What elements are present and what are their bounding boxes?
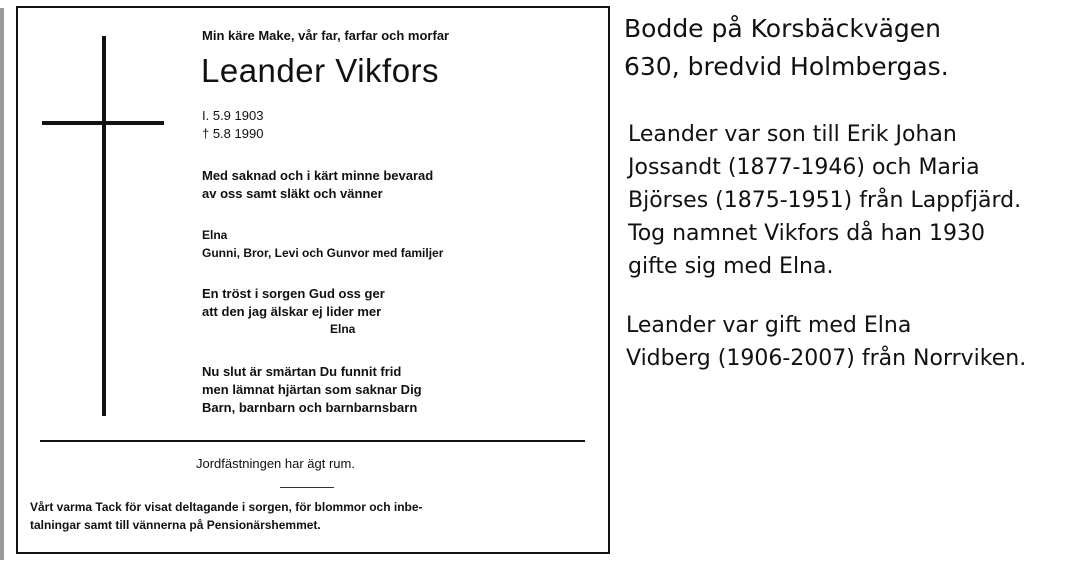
verse1-signature: Elna <box>330 322 356 336</box>
cross-icon-bar <box>42 121 164 125</box>
obituary-notice <box>16 6 610 554</box>
verse1-line-1: En tröst i sorgen Gud oss ger <box>202 286 385 301</box>
verse2-line-1: Nu slut är smärtan Du funnit frid <box>202 364 402 379</box>
short-divider <box>280 487 334 488</box>
family-line-1: Elna <box>202 228 228 242</box>
verse1-line-2: att den jag älskar ej lider mer <box>202 304 382 319</box>
spouse-line-2: Vidberg (1906-2007) från Norrviken. <box>626 346 1027 371</box>
birth-date: I. 5.9 1903 <box>202 108 264 123</box>
parents-line-1: Leander var son till Erik Johan <box>628 122 957 147</box>
notice-intro: Min käre Make, vår far, farfar och morfar <box>202 28 450 43</box>
verse2-line-3: Barn, barnbarn och barnbarnsbarn <box>202 400 418 415</box>
cross-icon <box>102 36 106 416</box>
parents-line-4: Tog namnet Vikfors då han 1930 <box>628 221 985 246</box>
parents-line-2: Jossandt (1877-1946) och Maria <box>628 155 980 180</box>
thanks-line-1: Vårt varma Tack för visat deltagande i sorgen, för blommor och inbe- <box>30 500 423 514</box>
mourning-line-2: av oss samt släkt och vänner <box>202 186 383 201</box>
scan-edge <box>0 8 4 560</box>
divider-line <box>40 440 585 442</box>
death-date: † 5.8 1990 <box>202 126 264 141</box>
parents-line-5: gifte sig med Elna. <box>628 254 834 279</box>
parents-line-3: Björses (1875-1951) från Lappfjärd. <box>628 188 1022 213</box>
deceased-name: Leander Vikfors <box>201 52 440 89</box>
mourning-line-1: Med saknad och i kärt minne bevarad <box>202 168 434 183</box>
thanks-line-2: talningar samt till vännerna på Pensionärshemmet. <box>30 518 321 532</box>
spouse-line-1: Leander var gift med Elna <box>626 313 912 338</box>
residence-line-1: Bodde på Korsbäckvägen <box>624 14 942 43</box>
verse2-line-2: men lämnat hjärtan som saknar Dig <box>202 382 422 397</box>
residence-line-2: 630, bredvid Holmbergas. <box>624 52 949 81</box>
funeral-notice: Jordfästningen har ägt rum. <box>196 456 355 471</box>
family-line-2: Gunni, Bror, Levi och Gunvor med familjer <box>202 246 444 260</box>
